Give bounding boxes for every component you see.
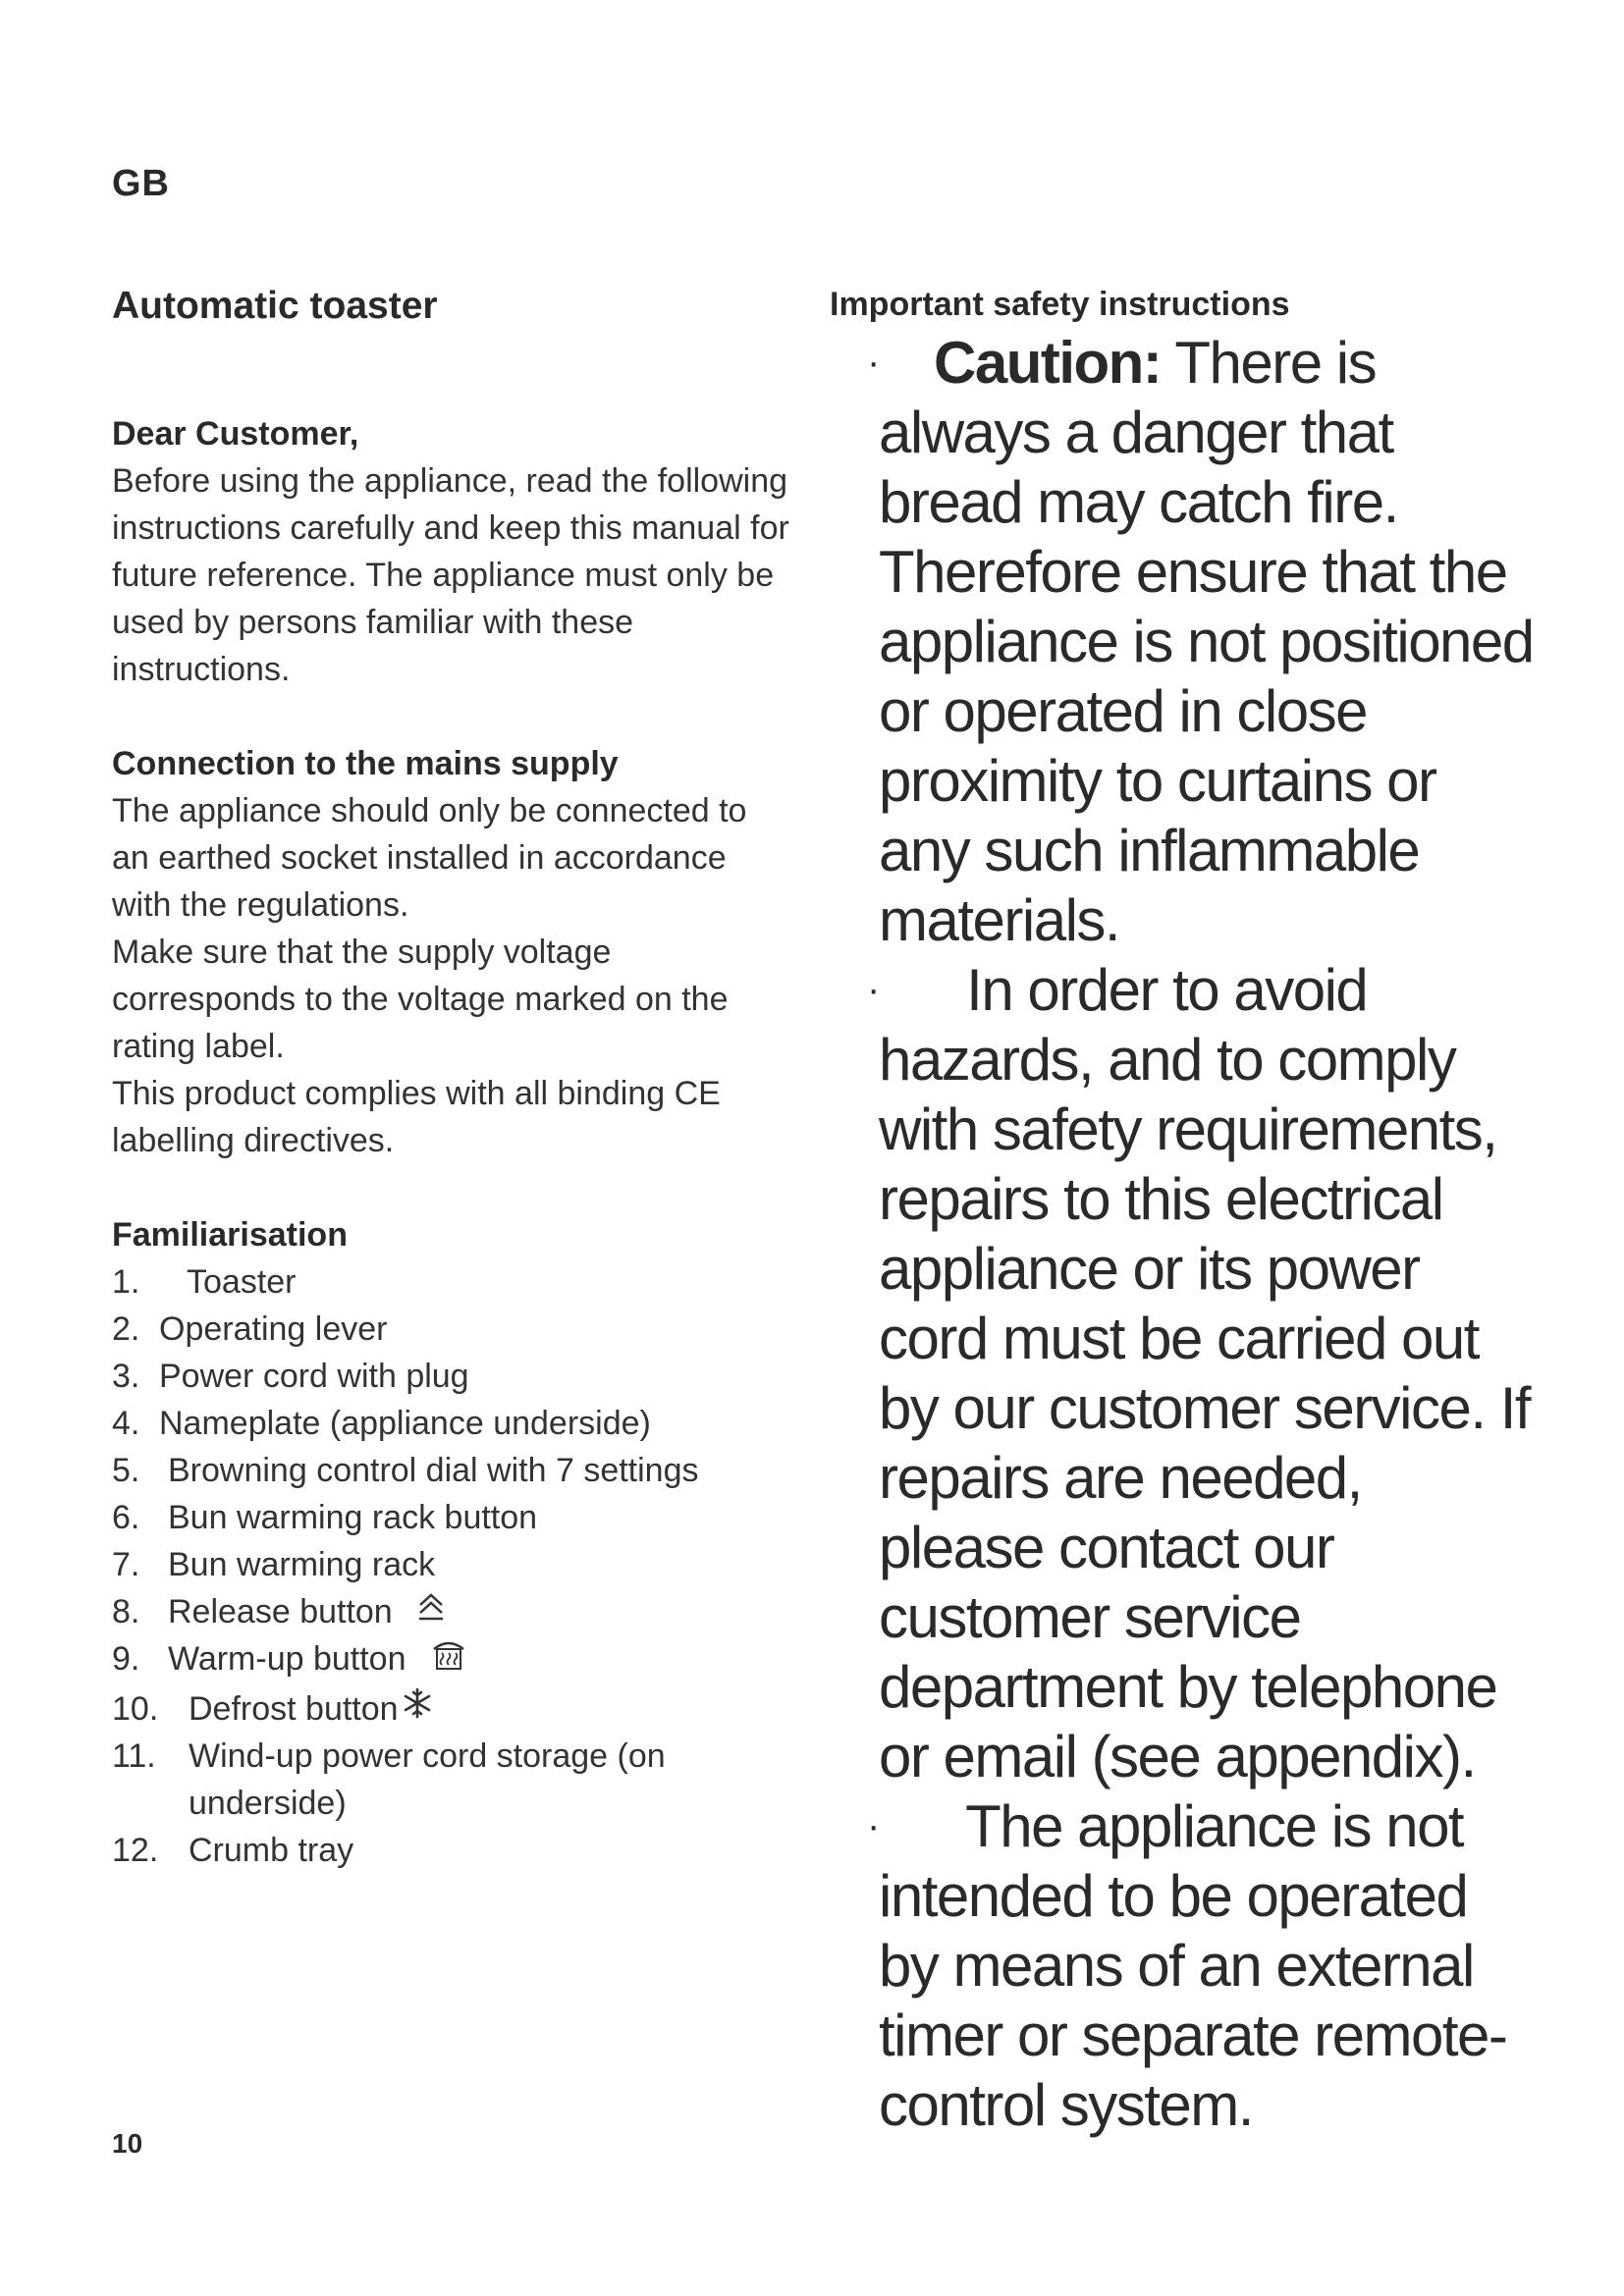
safety-text: In order to avoid hazards, and to comply with safety requirements, repairs to this electrical appliance or its power cord must be carried out by our customer service. If repairs are needed, please contact our customer service department by telephone or email (see appendix). xyxy=(879,957,1531,1789)
list-item xyxy=(112,1588,789,1635)
bullet-icon: · xyxy=(867,341,879,384)
list-item xyxy=(112,1258,789,1306)
safety-list xyxy=(830,328,1537,2140)
caution-label: Caution: xyxy=(934,330,1162,396)
item-number: 9. xyxy=(112,1640,140,1678)
warm-up-icon xyxy=(430,1635,467,1685)
safety-text: There is always a danger that bread may catch fire. Therefore ensure that the appliance is not positioned or operated in close proximity to curtains or any such inflammable materials. xyxy=(879,330,1534,953)
list-item xyxy=(112,1827,789,1874)
item-text: Defrost button xyxy=(189,1690,399,1728)
item-text: Operating lever xyxy=(159,1310,388,1348)
item-number: 6. xyxy=(112,1499,140,1536)
item-text: Bun warming rack xyxy=(168,1546,436,1583)
list-item xyxy=(112,1733,789,1827)
page-number: 10 xyxy=(112,2128,143,2159)
safety-heading: Important safety instructions xyxy=(830,286,1290,323)
item-number: 11. xyxy=(112,1737,156,1775)
item-number: 10. xyxy=(112,1690,159,1728)
item-text: Wind-up power cord storage (on underside) xyxy=(189,1737,666,1822)
item-text: Crumb tray xyxy=(189,1832,354,1869)
safety-item xyxy=(830,1791,1537,2140)
bullet-icon: · xyxy=(867,1804,879,1847)
list-item xyxy=(112,1541,789,1588)
connection-heading: Connection to the mains supply xyxy=(112,745,619,782)
item-text: Bun warming rack button xyxy=(168,1499,538,1536)
connection-paragraph: The appliance should only be connected to an earthed socket installed in accordance with the regulations. xyxy=(112,792,747,924)
item-text: Toaster xyxy=(187,1263,297,1301)
defrost-icon xyxy=(401,1685,434,1733)
item-number: 12. xyxy=(112,1832,159,1869)
safety-item xyxy=(830,328,1537,955)
page-title: Automatic toaster xyxy=(112,285,438,327)
intro-paragraph: Before using the appliance, read the following instructions carefully and keep this manual for future reference. The appliance must only be used by persons familiar with these instructions. xyxy=(112,462,789,688)
list-item xyxy=(112,1353,789,1400)
connection-paragraph: This product complies with all binding CE labelling directives. xyxy=(112,1075,721,1159)
list-item xyxy=(112,1447,789,1494)
language-code: GB xyxy=(112,163,170,204)
item-number: 7. xyxy=(112,1546,140,1583)
item-text: Nameplate (appliance underside) xyxy=(159,1405,651,1442)
item-number: 2. xyxy=(112,1310,140,1348)
greeting-heading: Dear Customer, xyxy=(112,415,359,453)
item-text: Release button xyxy=(168,1593,393,1630)
list-item xyxy=(112,1685,789,1733)
list-item xyxy=(112,1306,789,1353)
list-item xyxy=(112,1635,789,1685)
item-text: Browning control dial with 7 settings xyxy=(168,1452,699,1489)
item-number: 5. xyxy=(112,1452,140,1489)
list-item xyxy=(112,1494,789,1541)
item-number: 1. xyxy=(112,1263,140,1301)
item-number: 3. xyxy=(112,1358,140,1395)
item-text: Power cord with plug xyxy=(159,1358,469,1395)
right-column xyxy=(830,281,1537,2140)
release-icon xyxy=(416,1588,446,1635)
item-text: Warm-up button xyxy=(168,1640,406,1678)
safety-text: The appliance is not intended to be operated by means of an external timer or separate remote-control system. xyxy=(879,1793,1507,2138)
connection-paragraph: Make sure that the supply voltage corresponds to the voltage marked on the rating label. xyxy=(112,934,729,1065)
familiarisation-list xyxy=(112,1258,789,1874)
item-number: 8. xyxy=(112,1593,140,1630)
left-column xyxy=(112,281,789,1874)
item-number: 4. xyxy=(112,1405,140,1442)
bullet-icon: · xyxy=(867,968,879,1011)
safety-item xyxy=(830,955,1537,1791)
list-item xyxy=(112,1400,789,1447)
familiarisation-heading: Familiarisation xyxy=(112,1216,348,1254)
